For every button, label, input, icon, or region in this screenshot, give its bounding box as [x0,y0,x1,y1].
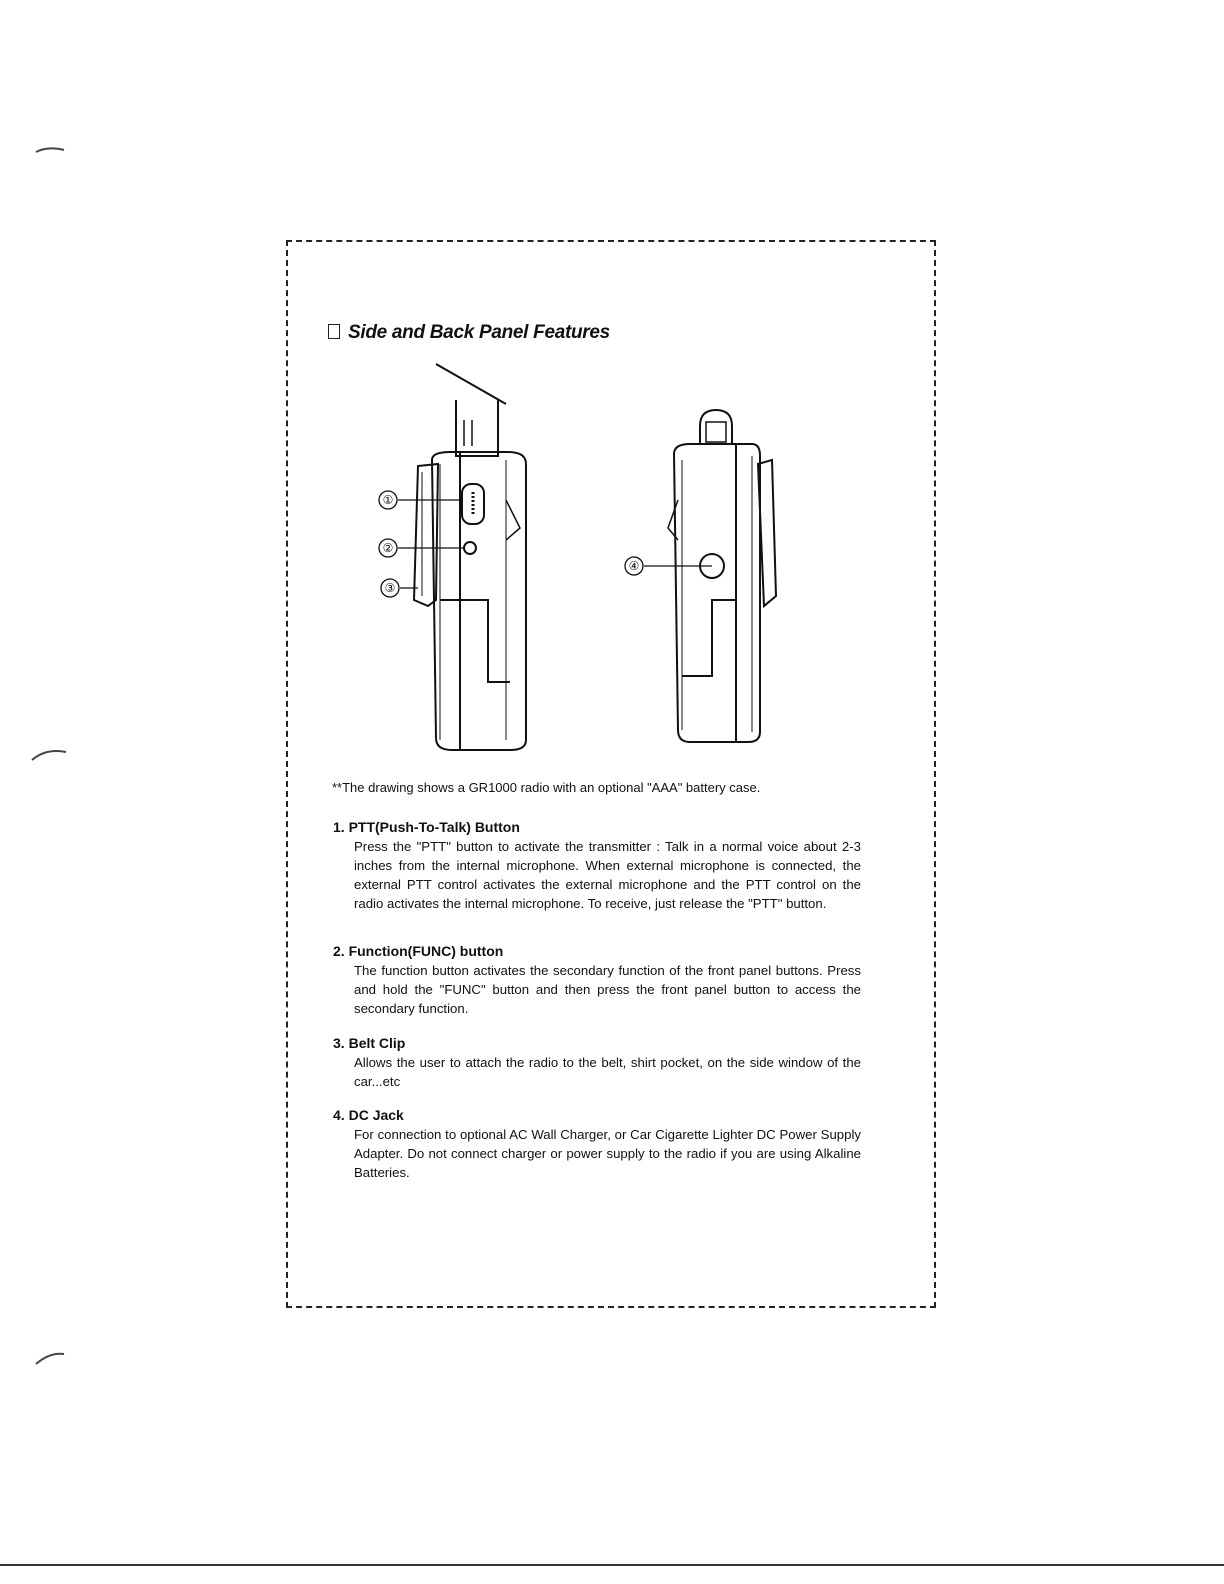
binder-hole-mark [34,1346,74,1368]
callout-2: ② [382,541,394,555]
binder-hole-mark [34,140,74,160]
func-button-shape [464,542,476,554]
feature-number: 3. [333,1035,345,1051]
feature-text: Press the "PTT" button to activate the transmitter : Talk in a normal voice about 2-3 inches from the internal microphone. When external microphone is connected, the external PTT control activates the external microphone and the PTT control on the radio activates the internal microphone. To receive, just release the "PTT" button. [354,839,861,911]
feature-title: DC Jack [348,1107,404,1123]
feature-text: For connection to optional AC Wall Charger, or Car Cigarette Lighter DC Power Supply Adapter. Do not connect charger or power supply to the radio if you are using Alkaline Batteries. [354,1127,861,1180]
radio-back-view [625,410,776,742]
feature-ptt [333,818,861,913]
callout-1: ① [382,493,394,507]
callout-4: ④ [628,559,640,573]
section-title-text: Side and Back Panel Features [348,322,610,343]
feature-belt-clip [333,1034,861,1091]
feature-text: Allows the user to attach the radio to the belt, shirt pocket, on the side window of the car...etc [354,1055,861,1089]
callout-3: ③ [384,581,396,595]
feature-dc-jack [333,1106,861,1182]
radio-side-view [379,364,526,750]
feature-heading [333,818,861,837]
feature-number: 4. [333,1107,345,1123]
drawing-note: **The drawing shows a GR1000 radio with an optional "AAA" battery case. [332,780,761,795]
feature-func [333,942,861,1018]
feature-title: PTT(Push-To-Talk) Button [348,819,520,835]
feature-heading [333,1034,861,1053]
square-bullet-icon [328,324,340,339]
feature-title: Belt Clip [348,1035,406,1051]
section-title [328,322,610,344]
binder-hole-mark [30,742,76,766]
feature-text: The function button activates the secondary function of the front panel buttons. Press and hold the "FUNC" button and then press the front panel button to access the secondary function. [354,963,861,1016]
scan-edge-line [0,1564,1224,1566]
radio-drawing [360,360,820,760]
feature-number: 1. [333,819,345,835]
feature-number: 2. [333,943,345,959]
feature-heading [333,1106,861,1125]
feature-heading [333,942,861,961]
feature-title: Function(FUNC) button [348,943,504,959]
